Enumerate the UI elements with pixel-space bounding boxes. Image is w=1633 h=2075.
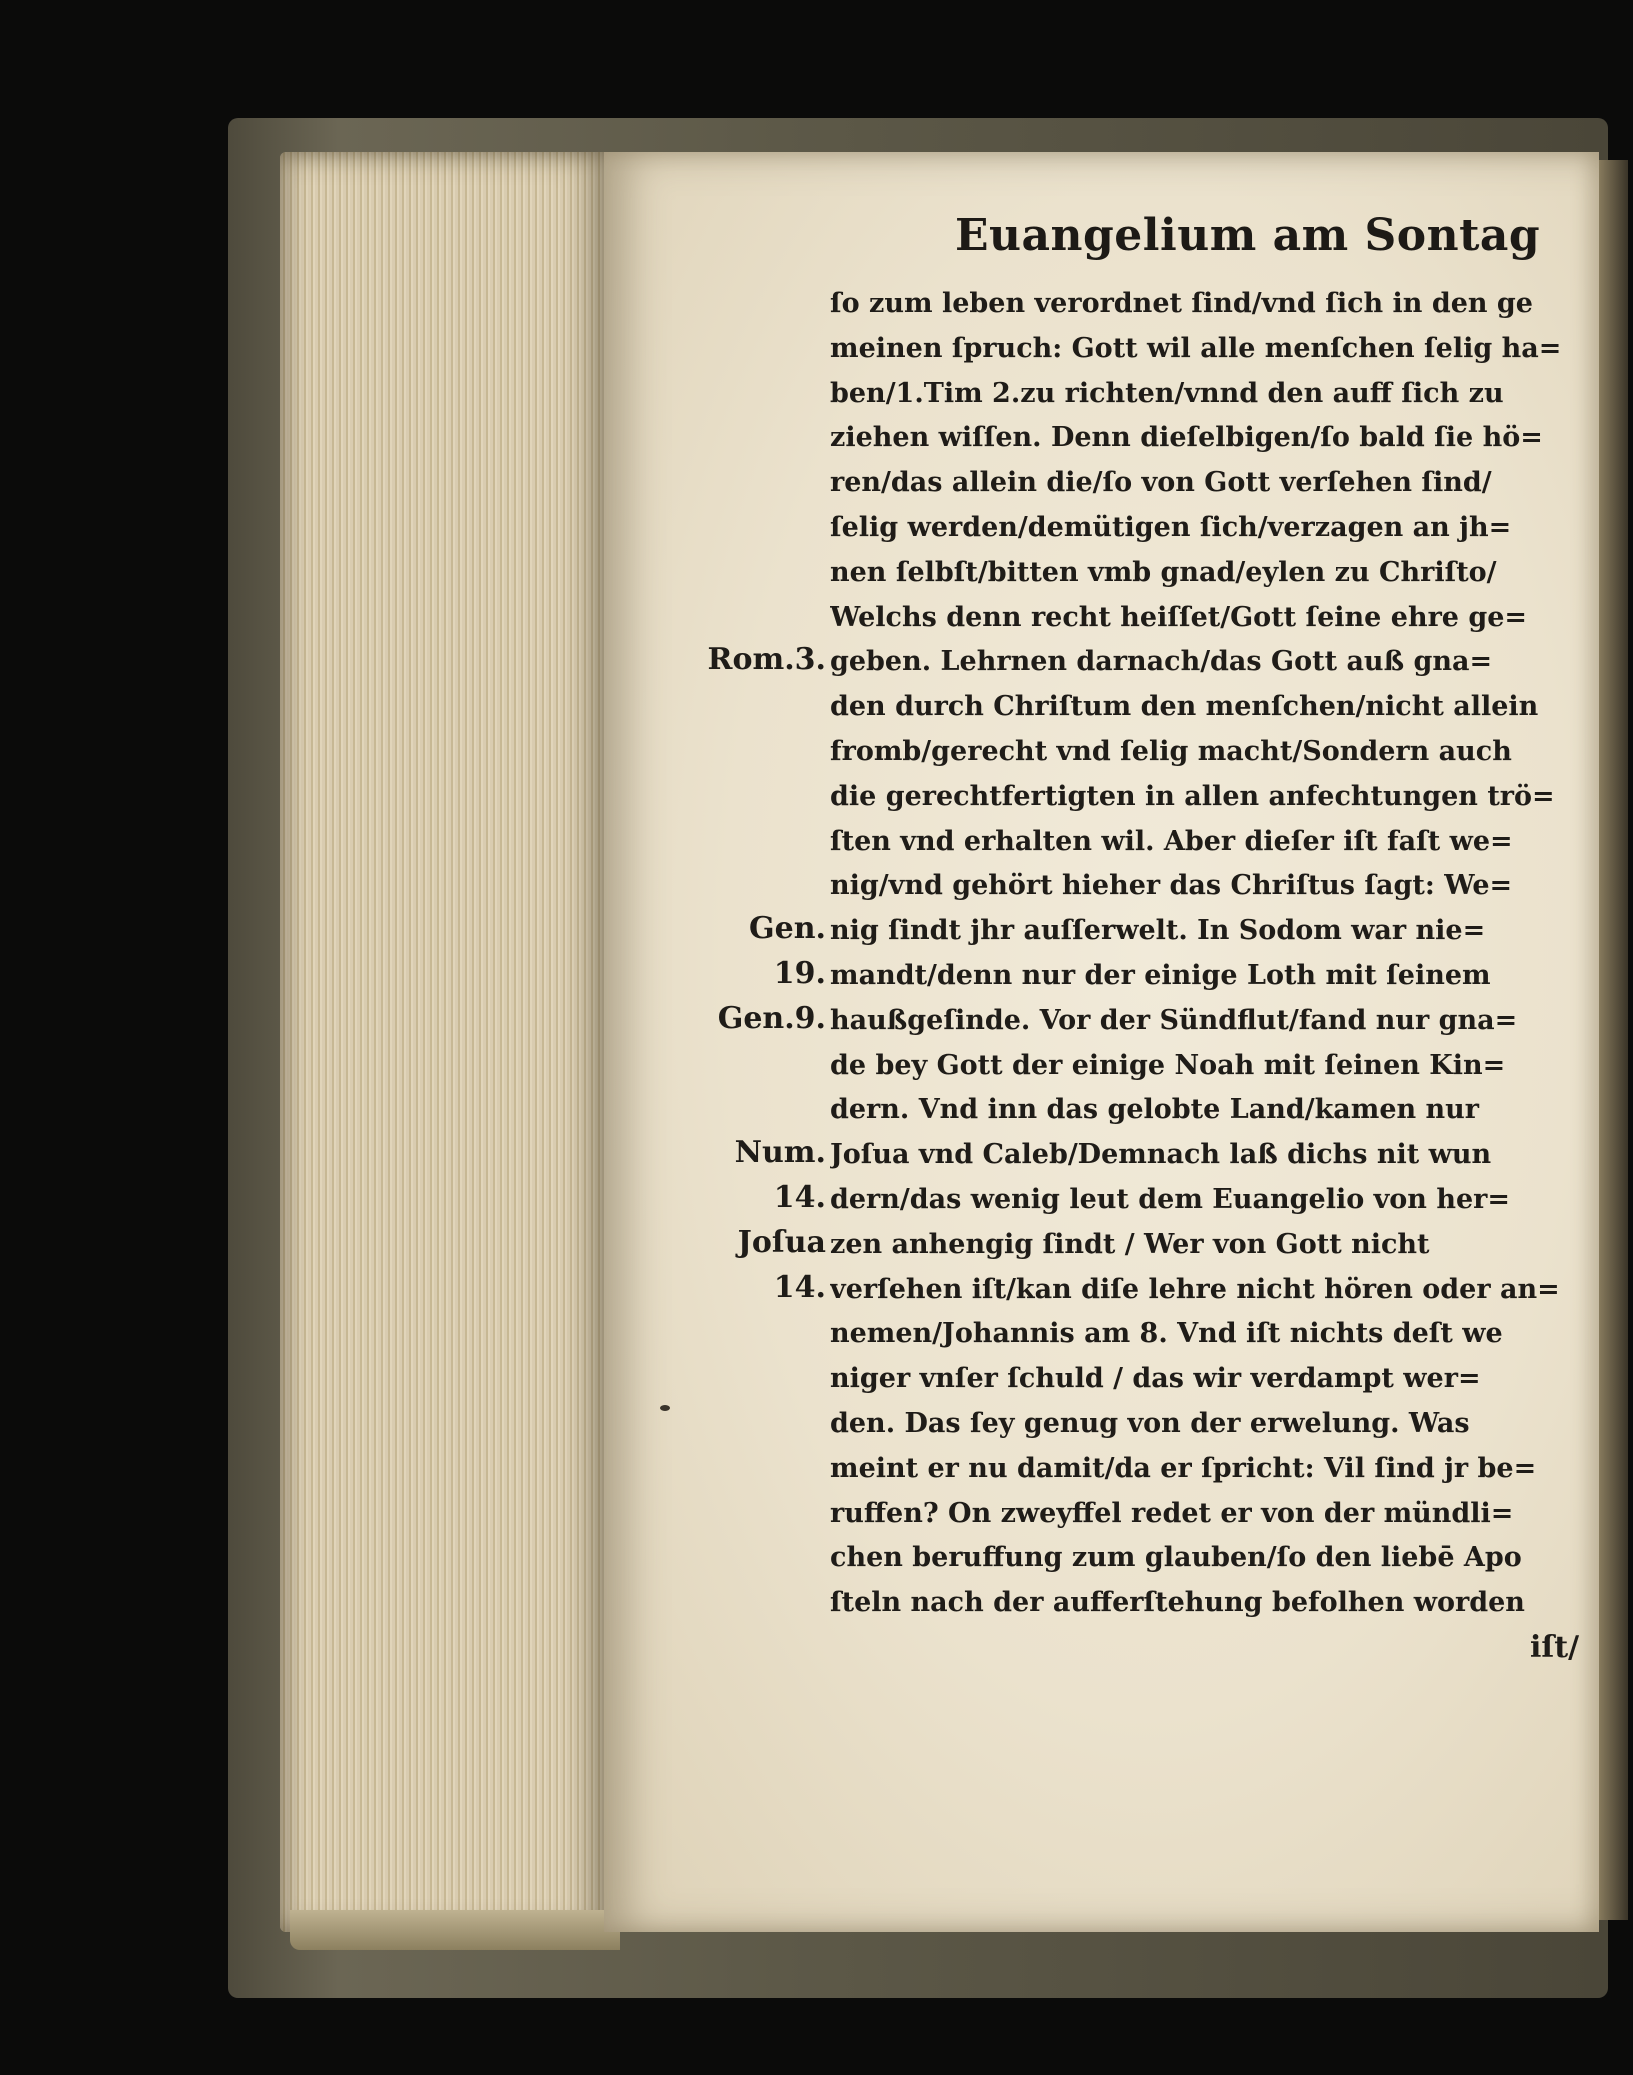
- text-line: den durch Chriſtum den menſchen/nicht allein: [830, 691, 1539, 723]
- margin-note: Num.: [734, 1135, 826, 1171]
- facing-page-edge: [1598, 160, 1628, 1920]
- text-line: Welchs denn recht heiſſet/Gott ſeine ehre ge=: [830, 601, 1528, 633]
- margin-note: Joſua: [737, 1224, 826, 1260]
- text-line: fromb/gerecht vnd ſelig macht/Sondern auch: [830, 735, 1512, 767]
- text-line: ren/das allein die/ſo von Gott verſehen ſind/: [830, 467, 1492, 499]
- text-line: zen anhengig ſindt / Wer von Gott nicht: [830, 1228, 1430, 1260]
- text-line: meint er nu damit/da er ſpricht: Vil ſind jr be=: [830, 1452, 1537, 1484]
- text-line: ziehen wiſſen. Denn dieſelbigen/ſo bald ſie hö=: [830, 422, 1543, 454]
- text-line: nig ſindt jhr auſſerwelt. In Sodom war nie=: [830, 915, 1486, 947]
- margin-note: Gen.: [749, 911, 826, 947]
- body-text: [830, 282, 1600, 1626]
- text-line: ſelig werden/demütigen ſich/verzagen an jh=: [830, 511, 1512, 543]
- running-head: Euangelium am Sontag: [955, 210, 1541, 261]
- catchword: iſt/: [1530, 1630, 1580, 1665]
- text-line: ſteln nach der aufferſtehung befolhen worden: [830, 1587, 1525, 1619]
- text-line: dern/das wenig leut dem Euangelio von her=: [830, 1183, 1510, 1215]
- text-line: ben/1.Tim 2.zu richten/vnnd den auff ſich zu: [830, 377, 1504, 409]
- margin-note: 14.: [773, 1180, 826, 1215]
- text-line: dern. Vnd inn das gelobte Land/kamen nur: [830, 1094, 1480, 1126]
- ink-smudge: [660, 1405, 670, 1411]
- text-line: nig/vnd gehört hieher das Chriſtus ſagt: We=: [830, 870, 1513, 902]
- text-line: meinen ſpruch: Gott wil alle menſchen ſelig ha=: [830, 332, 1562, 364]
- text-line: nemen/Johannis am 8. Vnd iſt nichts deſt we: [830, 1318, 1503, 1350]
- text-line: nen ſelbſt/bitten vmb gnad/eylen zu Chriſto/: [830, 556, 1497, 588]
- text-line: geben. Lehrnen darnach/das Gott auß gna=: [830, 646, 1493, 678]
- page-edges: [280, 152, 610, 1932]
- text-line: den. Das ſey genug von der erwelung. Was: [830, 1407, 1470, 1439]
- text-line: mandt/denn nur der einige Loth mit ſeinem: [830, 959, 1491, 991]
- text-line: verſehen iſt/kan diſe lehre nicht hören oder an=: [830, 1273, 1560, 1305]
- page-edges-bottom: [290, 1910, 620, 1950]
- text-line: de bey Gott der einige Noah mit ſeinen Kin=: [830, 1049, 1506, 1081]
- margin-note: 19.: [773, 956, 826, 991]
- margin-note: 14.: [773, 1269, 826, 1305]
- text-line: ſten vnd erhalten wil. Aber dieſer iſt faſt we=: [830, 825, 1513, 857]
- text-line: Joſua vnd Caleb/Demnach laß dichs nit wun: [830, 1139, 1492, 1171]
- text-line: ſo zum leben verordnet ſind/vnd ſich in den ge: [830, 288, 1533, 319]
- text-line: haußgeſinde. Vor der Sündflut/fand nur gna=: [830, 1004, 1518, 1036]
- margin-note: Rom.3.: [707, 642, 826, 678]
- text-line: niger vnſer ſchuld / das wir verdampt wer=: [830, 1363, 1481, 1395]
- margin-note: Gen.9.: [717, 1000, 826, 1036]
- text-line: ruffen? On zweyffel redet er von der mündli=: [830, 1497, 1514, 1529]
- text-line: die gerechtfertigten in allen anfechtungen trö=: [830, 780, 1555, 812]
- text-line: chen beruffung zum glauben/ſo den liebē Apo: [830, 1542, 1522, 1574]
